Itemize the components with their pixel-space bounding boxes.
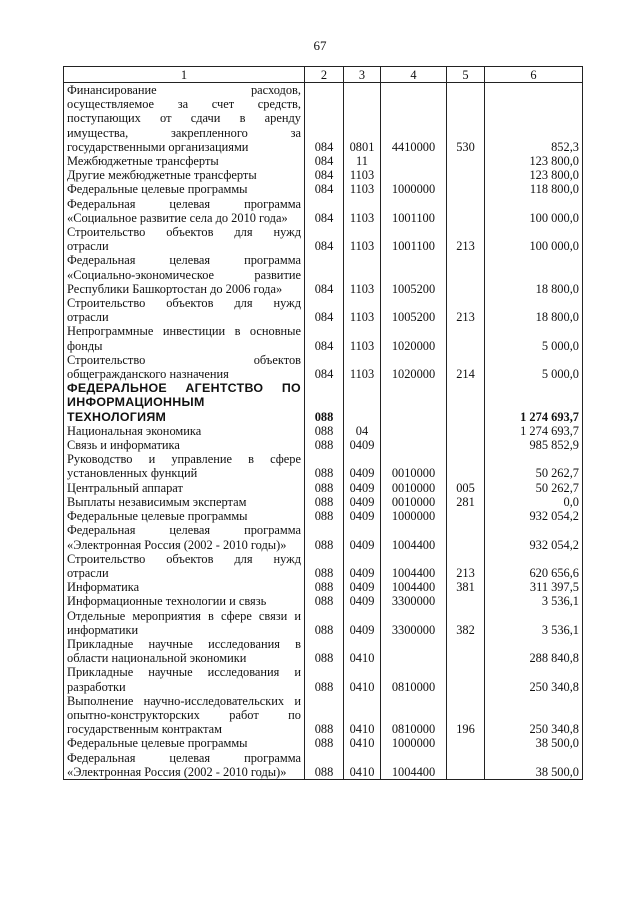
row-name-line: Строительство объектов	[67, 352, 301, 367]
table-row	[64, 594, 583, 608]
row-name-line: Федеральная целевая программа	[67, 196, 301, 211]
row-name-line: информатики	[67, 622, 139, 637]
row-section-code: 0410	[344, 665, 381, 693]
row-name-line: Федеральная целевая программа	[67, 523, 301, 538]
row-amount: 932 054,2	[485, 523, 583, 551]
row-name	[64, 424, 305, 438]
row-section-code: 0409	[344, 552, 381, 580]
row-ministry-code: 088	[305, 552, 344, 580]
row-ministry-code: 084	[305, 154, 344, 168]
row-name	[64, 438, 305, 452]
row-expense-type-code	[447, 665, 485, 693]
table-row	[64, 154, 583, 168]
row-name	[64, 495, 305, 509]
row-target-item-code	[381, 154, 447, 168]
row-target-item-code: 0010000	[381, 495, 447, 509]
row-amount: 288 840,8	[485, 637, 583, 665]
row-amount: 118 800,0	[485, 182, 583, 196]
row-ministry-code: 084	[305, 197, 344, 225]
row-name-line: Центральный аппарат	[67, 480, 183, 495]
table-row	[64, 353, 583, 381]
header-cell-4: 4	[381, 67, 447, 83]
table-row	[64, 495, 583, 509]
row-name-line: Межбюджетные трансферты	[67, 154, 219, 169]
row-ministry-code: 088	[305, 609, 344, 637]
row-amount: 3 536,1	[485, 594, 583, 608]
row-expense-type-code	[447, 736, 485, 750]
row-section-code: 0409	[344, 481, 381, 495]
row-ministry-code: 088	[305, 381, 344, 424]
row-expense-type-code	[447, 438, 485, 452]
row-target-item-code: 1000000	[381, 509, 447, 523]
row-name-line: разработки	[67, 679, 126, 694]
row-section-code: 1103	[344, 353, 381, 381]
table-row	[64, 324, 583, 352]
row-name	[64, 381, 305, 424]
table-row	[64, 296, 583, 324]
row-ministry-code: 084	[305, 225, 344, 253]
row-ministry-code: 084	[305, 324, 344, 352]
row-section-code: 0409	[344, 594, 381, 608]
row-name-line: Строительство объектов для нужд	[67, 225, 301, 240]
row-name-line: Строительство объектов для нужд	[67, 551, 301, 566]
row-target-item-code: 1020000	[381, 353, 447, 381]
row-ministry-code: 088	[305, 481, 344, 495]
row-ministry-code: 088	[305, 580, 344, 594]
row-name-line: отрасли	[67, 239, 109, 254]
row-name	[64, 182, 305, 196]
row-amount: 50 262,7	[485, 481, 583, 495]
row-ministry-code: 088	[305, 751, 344, 780]
row-name-line: Отдельные мероприятия в сфере связи и	[67, 608, 301, 623]
row-name-line: Строительство объектов для нужд	[67, 296, 301, 311]
row-ministry-code: 088	[305, 637, 344, 665]
row-name-line: Информатика	[67, 580, 140, 595]
row-name-line: Национальная экономика	[67, 423, 202, 438]
table-body	[64, 83, 583, 780]
row-section-code: 0409	[344, 452, 381, 480]
row-name-line: государственными организациями	[67, 139, 249, 154]
row-target-item-code: 0810000	[381, 665, 447, 693]
row-ministry-code: 088	[305, 452, 344, 480]
row-target-item-code: 1004400	[381, 580, 447, 594]
row-name	[64, 154, 305, 168]
row-name-line: общегражданского назначения	[67, 367, 229, 382]
row-target-item-code	[381, 168, 447, 182]
row-name-line: ФЕДЕРАЛЬНОЕ АГЕНТСТВО ПО	[67, 381, 301, 396]
table-row	[64, 381, 583, 424]
row-expense-type-code	[447, 509, 485, 523]
table-row	[64, 197, 583, 225]
row-ministry-code: 084	[305, 182, 344, 196]
row-name	[64, 225, 305, 253]
row-expense-type-code	[447, 253, 485, 296]
row-name-line: установленных функций	[67, 466, 198, 481]
row-name-line: Федеральные целевые программы	[67, 182, 248, 197]
row-ministry-code: 084	[305, 253, 344, 296]
row-name	[64, 452, 305, 480]
row-expense-type-code	[447, 182, 485, 196]
row-target-item-code: 1000000	[381, 182, 447, 196]
row-target-item-code: 0010000	[381, 481, 447, 495]
row-name	[64, 353, 305, 381]
row-amount: 932 054,2	[485, 509, 583, 523]
row-amount: 1 274 693,7	[485, 424, 583, 438]
table-row	[64, 609, 583, 637]
row-name-line: Финансирование расходов,	[67, 83, 301, 97]
row-name-line: Выплаты независимым экспертам	[67, 494, 247, 509]
table-row	[64, 182, 583, 196]
row-section-code: 0409	[344, 495, 381, 509]
row-name	[64, 609, 305, 637]
row-name	[64, 751, 305, 780]
table-row	[64, 580, 583, 594]
row-ministry-code: 088	[305, 523, 344, 551]
row-name	[64, 637, 305, 665]
row-amount: 123 800,0	[485, 154, 583, 168]
row-name-line: государственным контрактам	[67, 722, 222, 737]
row-name-line: ИНФОРМАЦИОННЫМ	[67, 395, 205, 410]
row-name	[64, 481, 305, 495]
row-expense-type-code	[447, 637, 485, 665]
row-target-item-code: 1000000	[381, 736, 447, 750]
row-expense-type-code: 213	[447, 296, 485, 324]
row-amount: 250 340,8	[485, 694, 583, 737]
row-target-item-code: 1001100	[381, 225, 447, 253]
row-amount: 123 800,0	[485, 168, 583, 182]
table-row	[64, 83, 583, 155]
table-row	[64, 424, 583, 438]
row-ministry-code: 088	[305, 694, 344, 737]
row-target-item-code: 0010000	[381, 452, 447, 480]
row-section-code: 1103	[344, 168, 381, 182]
row-name-line: ТЕХНОЛОГИЯМ	[67, 409, 167, 424]
row-name-line: «Электронная Россия (2002 - 2010 годы)»	[67, 537, 287, 552]
row-name	[64, 253, 305, 296]
row-section-code: 0801	[344, 83, 381, 155]
row-name-line: Федеральная целевая программа	[67, 750, 301, 765]
row-name-line: Выполнение научно-исследовательских и	[67, 693, 301, 708]
row-amount: 18 800,0	[485, 253, 583, 296]
row-amount: 5 000,0	[485, 324, 583, 352]
row-name-line: фонды	[67, 338, 103, 353]
table-row	[64, 253, 583, 296]
row-section-code: 0409	[344, 438, 381, 452]
row-section-code: 11	[344, 154, 381, 168]
row-name	[64, 694, 305, 737]
row-name-line: «Социальное развитие села до 2010 года»	[67, 210, 288, 225]
row-target-item-code	[381, 438, 447, 452]
row-name-line: отрасли	[67, 310, 109, 325]
row-ministry-code: 084	[305, 83, 344, 155]
row-ministry-code: 088	[305, 736, 344, 750]
row-ministry-code: 088	[305, 424, 344, 438]
row-expense-type-code	[447, 197, 485, 225]
row-amount: 38 500,0	[485, 751, 583, 780]
row-target-item-code	[381, 637, 447, 665]
row-ministry-code: 084	[305, 296, 344, 324]
row-name-line: Информационные технологии и связь	[67, 594, 267, 609]
row-name	[64, 324, 305, 352]
row-name-line: поступающих от сдачи в аренду	[67, 111, 301, 126]
row-amount: 100 000,0	[485, 225, 583, 253]
row-expense-type-code: 213	[447, 225, 485, 253]
table-row	[64, 509, 583, 523]
table-row	[64, 523, 583, 551]
row-name-line: «Социально-экономическое развитие	[67, 267, 301, 282]
row-expense-type-code	[447, 168, 485, 182]
row-amount: 311 397,5	[485, 580, 583, 594]
row-target-item-code: 1004400	[381, 523, 447, 551]
row-expense-type-code	[447, 154, 485, 168]
page-number: 67	[313, 38, 327, 53]
table-row	[64, 452, 583, 480]
row-name	[64, 168, 305, 182]
row-section-code	[344, 381, 381, 424]
row-ministry-code: 084	[305, 168, 344, 182]
header-cell-6: 6	[485, 67, 583, 83]
row-name-line: Другие межбюджетные трансферты	[67, 168, 257, 183]
row-name-line: Федеральные целевые программы	[67, 736, 248, 751]
header-cell-5: 5	[447, 67, 485, 83]
row-section-code: 0409	[344, 523, 381, 551]
header-row	[64, 67, 583, 83]
row-section-code: 0409	[344, 580, 381, 594]
table-row	[64, 736, 583, 750]
table-row	[64, 751, 583, 780]
row-amount: 5 000,0	[485, 353, 583, 381]
row-ministry-code: 088	[305, 665, 344, 693]
row-expense-type-code: 530	[447, 83, 485, 155]
row-ministry-code: 088	[305, 509, 344, 523]
row-name	[64, 580, 305, 594]
row-expense-type-code	[447, 424, 485, 438]
row-section-code: 1103	[344, 324, 381, 352]
row-name	[64, 665, 305, 693]
row-name	[64, 83, 305, 155]
row-name-line: Прикладные научные исследования в	[67, 636, 301, 651]
row-name-line: отрасли	[67, 565, 109, 580]
row-section-code: 0410	[344, 694, 381, 737]
row-name-line: опытно-конструкторских работ по	[67, 707, 301, 722]
row-target-item-code: 3300000	[381, 609, 447, 637]
row-name	[64, 552, 305, 580]
row-section-code: 1103	[344, 296, 381, 324]
row-section-code: 0410	[344, 751, 381, 780]
row-target-item-code: 1005200	[381, 253, 447, 296]
header-cell-3: 3	[344, 67, 381, 83]
row-name-line: осуществляемое за счет средств,	[67, 97, 301, 112]
table-row	[64, 481, 583, 495]
row-name-line: имущества, закрепленного за	[67, 125, 301, 140]
row-amount: 0,0	[485, 495, 583, 509]
row-expense-type-code	[447, 324, 485, 352]
row-expense-type-code	[447, 381, 485, 424]
row-target-item-code: 1001100	[381, 197, 447, 225]
row-name-line: Непрограммные инвестиции в основные	[67, 324, 301, 339]
row-name-line: Руководство и управление в сфере	[67, 452, 301, 467]
row-expense-type-code	[447, 751, 485, 780]
row-section-code: 0410	[344, 637, 381, 665]
table-row	[64, 438, 583, 452]
table-row	[64, 694, 583, 737]
row-expense-type-code: 382	[447, 609, 485, 637]
row-name	[64, 197, 305, 225]
header-cell-1: 1	[64, 67, 305, 83]
row-section-code: 0410	[344, 736, 381, 750]
row-target-item-code: 1004400	[381, 552, 447, 580]
row-name-line: области национальной экономики	[67, 651, 247, 666]
row-target-item-code	[381, 424, 447, 438]
row-name	[64, 594, 305, 608]
table-row	[64, 225, 583, 253]
row-ministry-code: 088	[305, 594, 344, 608]
row-amount: 250 340,8	[485, 665, 583, 693]
row-section-code: 0409	[344, 509, 381, 523]
budget-table	[63, 66, 583, 780]
row-expense-type-code	[447, 452, 485, 480]
row-name-line: «Электронная Россия (2002 - 2010 годы)»	[67, 764, 287, 779]
row-expense-type-code	[447, 594, 485, 608]
row-name-line: Прикладные научные исследования и	[67, 665, 301, 680]
row-expense-type-code	[447, 523, 485, 551]
row-expense-type-code: 196	[447, 694, 485, 737]
row-expense-type-code: 214	[447, 353, 485, 381]
row-target-item-code	[381, 381, 447, 424]
row-expense-type-code: 213	[447, 552, 485, 580]
row-name-line: Федеральные целевые программы	[67, 509, 248, 524]
row-ministry-code: 088	[305, 495, 344, 509]
row-target-item-code: 1005200	[381, 296, 447, 324]
row-expense-type-code: 005	[447, 481, 485, 495]
row-amount: 38 500,0	[485, 736, 583, 750]
table-row	[64, 665, 583, 693]
table-row	[64, 637, 583, 665]
row-name-line: Федеральная целевая программа	[67, 253, 301, 268]
row-target-item-code: 0810000	[381, 694, 447, 737]
row-target-item-code: 4410000	[381, 83, 447, 155]
row-name	[64, 736, 305, 750]
row-section-code: 1103	[344, 197, 381, 225]
row-expense-type-code: 281	[447, 495, 485, 509]
row-amount: 620 656,6	[485, 552, 583, 580]
row-expense-type-code: 381	[447, 580, 485, 594]
row-name-line: Республики Башкортостан до 2006 года»	[67, 281, 283, 296]
row-section-code: 1103	[344, 253, 381, 296]
row-section-code: 0409	[344, 609, 381, 637]
table-row	[64, 168, 583, 182]
row-amount: 3 536,1	[485, 609, 583, 637]
header-cell-2: 2	[305, 67, 344, 83]
row-target-item-code: 1004400	[381, 751, 447, 780]
row-section-code: 1103	[344, 182, 381, 196]
row-amount: 985 852,9	[485, 438, 583, 452]
row-name	[64, 509, 305, 523]
row-section-code: 1103	[344, 225, 381, 253]
row-amount: 18 800,0	[485, 296, 583, 324]
row-amount: 852,3	[485, 83, 583, 155]
table-row	[64, 552, 583, 580]
row-amount: 100 000,0	[485, 197, 583, 225]
row-ministry-code: 084	[305, 353, 344, 381]
row-target-item-code: 1020000	[381, 324, 447, 352]
row-name	[64, 523, 305, 551]
row-target-item-code: 3300000	[381, 594, 447, 608]
row-name-line: Связь и информатика	[67, 438, 180, 453]
row-ministry-code: 088	[305, 438, 344, 452]
row-name	[64, 296, 305, 324]
row-section-code: 04	[344, 424, 381, 438]
row-amount: 50 262,7	[485, 452, 583, 480]
row-amount: 1 274 693,7	[485, 381, 583, 424]
